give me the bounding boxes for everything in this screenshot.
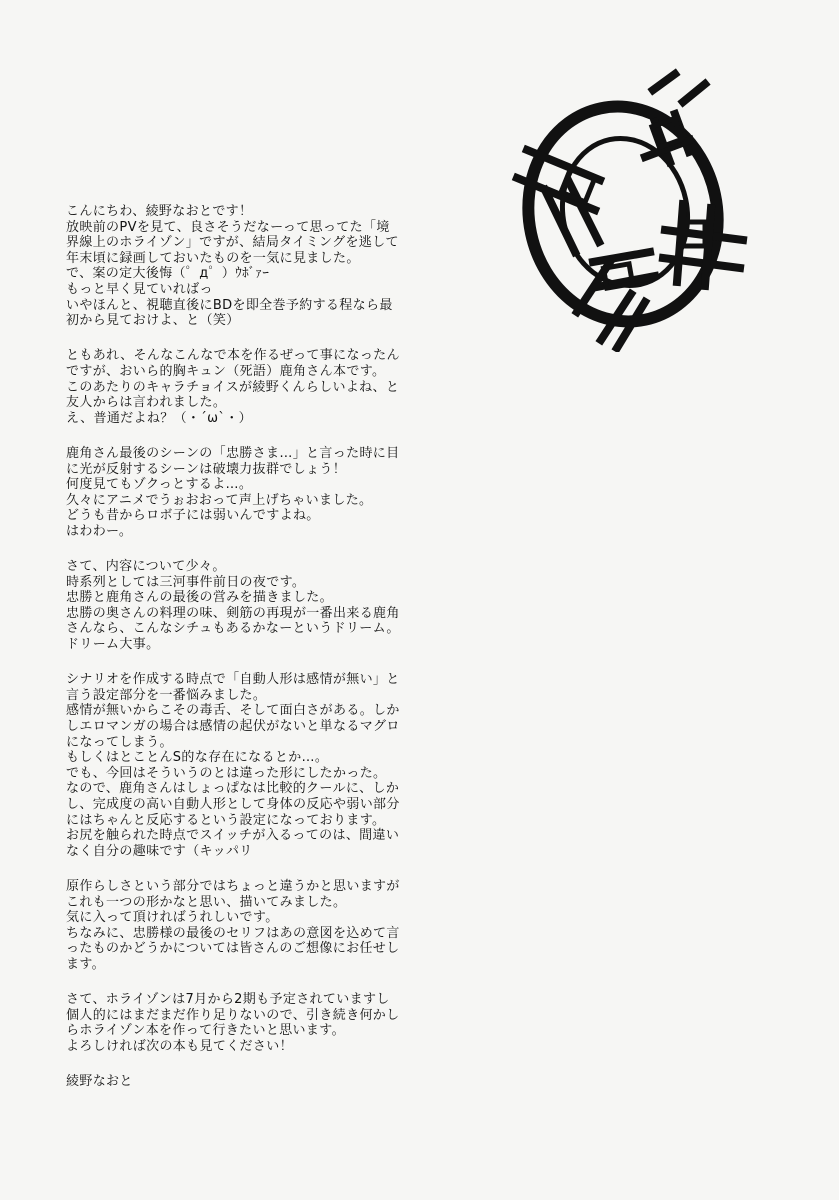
text-line: このあたりのキャラチョイスが綾野くんらしいよね、と: [66, 379, 400, 395]
text-line: ですが、おいら的胸キュン（死語）鹿角さん本です。: [66, 363, 386, 379]
text-line: どうも昔からロボ子には弱いんですよね。: [66, 508, 320, 524]
text-line: に光が反射するシーンは破壊力抜群でしょう！: [66, 461, 347, 477]
text-line: え、普通だよね？（・´ω`・）: [66, 410, 252, 426]
text-line: いやほんと、視聴直後にBDを即全巻予約する程なら最: [66, 297, 393, 313]
author-signature: 綾野なおと: [66, 1074, 133, 1090]
text-line: 年末頃に録画しておいたものを一気に見ました。: [66, 250, 360, 266]
text-line: 友人からは言われました。: [66, 395, 227, 411]
text-line: 個人的にはまだまだ作り足りないので、引き続き何かし: [66, 1007, 400, 1023]
text-line: なく自分の趣味です（キッパリ: [66, 843, 253, 859]
text-line: 忠勝と鹿角さんの最後の営みを描きました。: [66, 590, 334, 606]
afterword-text: [66, 204, 666, 1090]
paragraph-scenario: [66, 672, 666, 859]
text-line: ちなみに、忠勝様の最後のセリフはあの意図を込めて言: [66, 925, 400, 941]
text-line: ドリーム大事。: [66, 637, 160, 653]
text-line: らホライゾン本を作って行きたいと思います。: [66, 1023, 345, 1039]
text-line: なので、鹿角さんはしょっぱなは比較的クールに、しか: [66, 781, 400, 797]
paragraph-final-scene: [66, 446, 666, 540]
text-line: 何度見てもゾクっとするよ…。: [66, 477, 253, 493]
text-line: 原作らしさという部分ではちょっと違うかと思いますが: [66, 878, 400, 894]
text-line: し、完成度の高い自動人形として身体の反応や弱い部分: [66, 796, 400, 812]
paragraph-content: [66, 559, 666, 653]
text-line: 感情が無いからこその毒舌、そして面白さがある。しか: [66, 703, 400, 719]
text-line: 久々にアニメでうぉおおって声上げちゃいました。: [66, 492, 373, 508]
text-line: さんなら、こんなシチュもあるかなーというドリーム。: [66, 621, 400, 637]
text-line: ともあれ、そんなこんなで本を作るぜって事になったん: [66, 348, 400, 364]
text-line: しエロマンガの場合は感情の起伏がないと単なるマグロ: [66, 719, 400, 734]
text-line: 放映前のPVを見て、良さそうだなーって思ってた「境: [66, 219, 390, 235]
paragraph-next-book: [66, 992, 666, 1054]
text-line: よろしければ次の本も見てください！: [66, 1038, 293, 1054]
text-line: 鹿角さん最後のシーンの「忠勝さま…」と言った時に目: [66, 445, 400, 461]
text-line: 界線上のホライゾン」ですが、結局タイミングを逃して: [66, 235, 399, 251]
text-line: にはちゃんと反応するという設定になっております。: [66, 812, 386, 828]
text-line: もしくはとことんS的な存在になるとか…。: [66, 750, 329, 766]
text-line: 気に入って頂ければうれしいです。: [66, 910, 279, 926]
text-line: 忠勝の奥さんの料理の味、剣筋の再現が一番出来る鹿角: [66, 605, 400, 621]
text-line: もっと早く見ていればっ: [66, 281, 213, 297]
text-line: で、案の定大後悔（゜д゜）ｳﾎﾞｧｰ: [66, 266, 270, 282]
paragraph-book-intro: [66, 348, 666, 426]
text-line: ったものかどうかについては皆さんのご想像にお任せし: [66, 941, 400, 957]
text-line: さて、内容について少々。: [66, 559, 226, 575]
text-line: はわわー。: [66, 523, 133, 539]
text-line: 初から見ておけよ、と（笑）: [66, 313, 240, 329]
text-line: お尻を触られた時点でスイッチが入るってのは、間違い: [66, 828, 400, 844]
text-line: シナリオを作成する時点で「自動人形は感情が無い」と: [66, 672, 400, 688]
paragraph-greeting: [66, 204, 666, 329]
paragraph-originality: [66, 879, 666, 973]
text-line: ます。: [66, 956, 106, 972]
text-line: さて、ホライゾンは7月から2期も予定されていますし: [66, 992, 390, 1008]
text-line: こんにちわ、綾野なおとです！: [66, 204, 253, 219]
text-line: になってしまう。: [66, 734, 173, 750]
text-line: 言う設定部分を一番悩みました。: [66, 687, 267, 703]
text-line: 時系列としては三河事件前日の夜です。: [66, 574, 306, 590]
text-line: これも一つの形かなと思い、描いてみました。: [66, 894, 347, 910]
text-line: でも、今回はそういうのとは違った形にしたかった。: [66, 765, 387, 781]
